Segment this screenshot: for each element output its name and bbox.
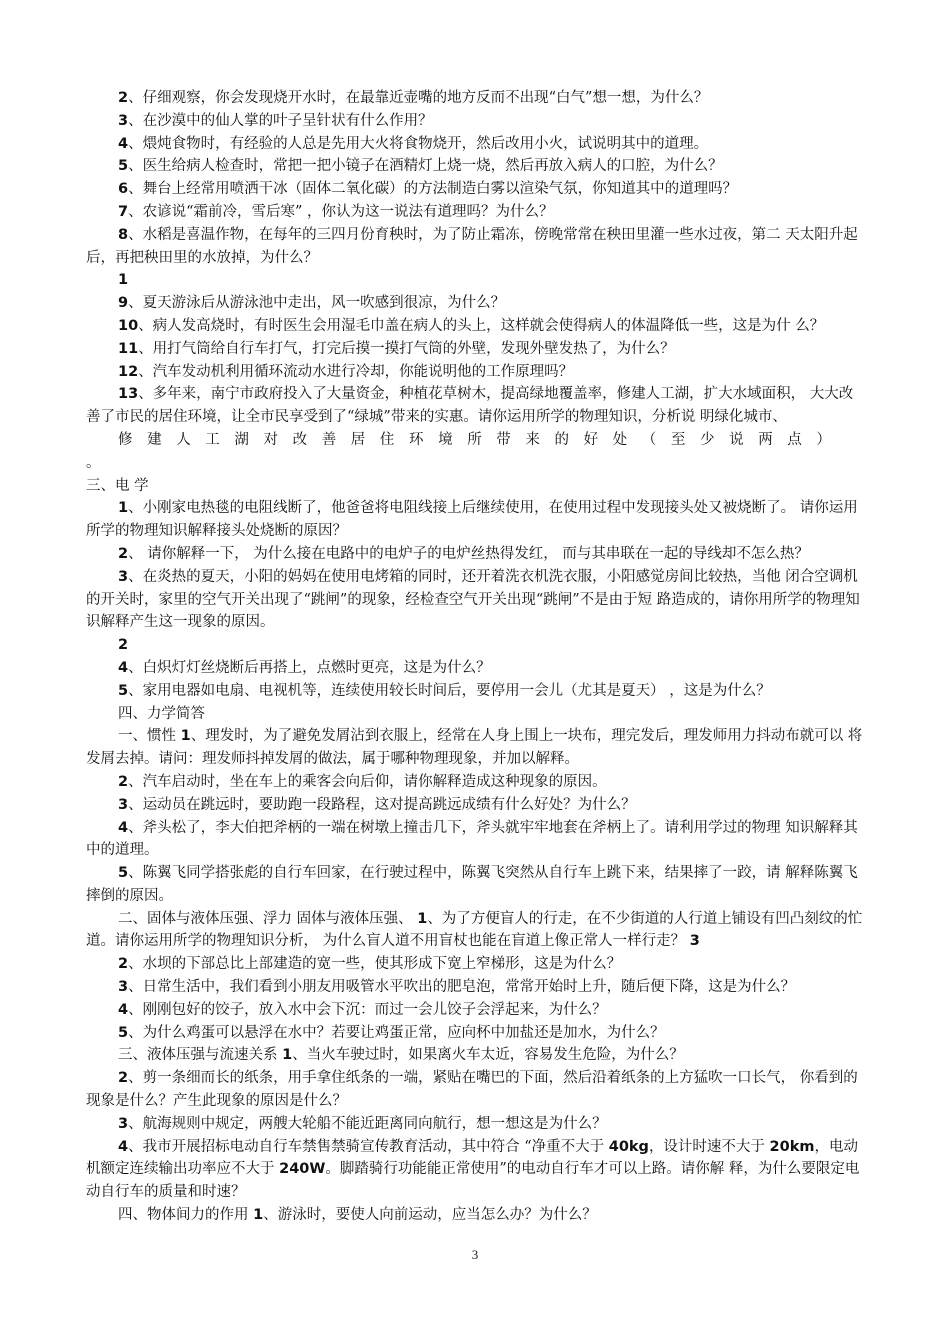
question-number: 5 (118, 1024, 129, 1041)
question-number: 4 (118, 135, 129, 152)
question-number: 8 (118, 226, 129, 243)
question-line (86, 976, 866, 999)
question-text: 三、电 学 (86, 477, 149, 494)
question-text: 、当火车驶过时，如果离火车太近，容易发生危险，为什么？ (292, 1047, 684, 1064)
question-line (86, 680, 866, 703)
question-line (86, 817, 866, 863)
question-number: 3 (118, 568, 129, 585)
section-label: 三、液体压强与流速关系 (118, 1047, 283, 1064)
question-line (86, 497, 866, 543)
section-label: 二、固体与液体压强、浮力 固体与液体压强、 (118, 910, 418, 927)
question-number: 2 (118, 956, 129, 973)
question-number: 2 (118, 90, 129, 106)
question-text: 、刚刚包好的饺子，放入水中会下沉：而过一会儿饺子会浮起来，为什么？ (128, 1001, 607, 1018)
question-text: 、剪一条细而长的纸条，用手拿住纸条的一端，紧贴在嘴巴的下面，然后沿着纸条的上方猛吹一口长气， 你看到的现象是什么？产生此现象的原因是什么？ (86, 1070, 858, 1110)
question-number: 4 (118, 819, 129, 836)
question-text: 、水坝的下部总比上部建造的宽一些，使其形成下宽上窄梯形，这是为什么？ (128, 956, 622, 973)
question-number: 5 (118, 158, 129, 175)
question-text: 、游泳时，要使人向前运动，应当怎么办？为什么？ (263, 1207, 597, 1224)
question-line (86, 155, 866, 178)
question-text: 、在沙漠中的仙人掌的叶子呈针状有什么作用？ (128, 112, 433, 129)
question-line (86, 292, 866, 315)
question-text: 修建人工湖对改善居住环境所带来的好处（至少说两点） 。 (86, 431, 846, 471)
question-line (86, 1113, 866, 1136)
question-line (86, 771, 866, 794)
question-number: 9 (118, 295, 129, 312)
question-number: 1 (180, 728, 191, 745)
spec-value: 20km (769, 1138, 815, 1155)
question-number: 10 (118, 317, 139, 334)
question-number: 1 (253, 1207, 264, 1224)
question-text: 、医生给病人检查时，常把一把小镜子在酒精灯上烧一烧，然后再放入病人的口腔，为什么？ (128, 158, 723, 175)
question-text: 、理发时，为了避免发屑沾到衣服上，经常在人身上围上一块布，理完发后，理发师用力抖动布就可以 将发屑去掉。请问：理发师抖掉发屑的做法，属于哪种物理现象，并加以解释。 (86, 728, 863, 768)
question-line (86, 87, 866, 110)
question-text: 、白炽灯灯丝烧断后再搭上，点燃时更亮，这是为什么？ (128, 659, 491, 676)
question-text: 、汽车启动时，坐在车上的乘客会向后仰，请你解释造成这种现象的原因。 (128, 773, 607, 790)
question-text: 、 请你解释一下， 为什么接在电路中的电炉子的电炉丝热得发红， 而与其串联在一起的导线却不怎么热？ (128, 545, 809, 562)
question-text: 、运动员在跳远时，要助跑一段路程，这对提高跳远成绩有什么好处？为什么？ (128, 796, 636, 813)
question-number: 13 (118, 386, 139, 403)
question-text: 、陈翼飞同学搭张彪的自行车回家，在行驶过程中，陈翼飞突然从自行车上跳下来，结果摔了一跤，请 解释陈翼飞摔倒的原因。 (86, 865, 858, 904)
question-number: 3 (118, 979, 129, 996)
question-line (86, 634, 866, 657)
question-line (86, 657, 866, 680)
question-line (86, 543, 866, 566)
question-line (86, 269, 866, 292)
question-number: 1 (118, 272, 129, 289)
question-number: 5 (118, 682, 129, 699)
question-line (86, 725, 866, 771)
question-text: 、煨炖食物时，有经验的人总是先用大火将食物烧开，然后改用小火，试说明其中的道理。 (128, 135, 709, 152)
question-number: 5 (118, 865, 129, 882)
question-number: 2 (118, 637, 129, 654)
question-line (86, 383, 866, 429)
question-text: 、为什么鸡蛋可以悬浮在水中？若要让鸡蛋正常，应向杯中加盐还是加水，为什么？ (128, 1024, 665, 1041)
question-text: 、夏天游泳后从游泳池中走出，风一吹感到很凉，为什么？ (128, 295, 506, 312)
question-line (86, 1204, 866, 1227)
question-number: 1 (417, 910, 428, 927)
question-text: 、水稻是喜温作物，在每年的三四月份育秧时，为了防止霜冻，傍晚常常在秧田里灌一些水过夜，第二 天太阳升起后，再把秧田里的水放掉，为什么？ (86, 226, 858, 266)
page-marker: 3 (689, 933, 700, 950)
question-line (86, 1136, 866, 1204)
question-number: 3 (118, 1115, 129, 1132)
question-line (86, 429, 866, 475)
question-text: 四、力学简答 (118, 705, 205, 722)
question-number: 7 (118, 203, 129, 220)
page-number: 3 (471, 1247, 479, 1262)
question-text: 、多年来，南宁市政府投入了大量资金，种植花草树木，提高绿地覆盖率，修建人工湖，扩大水域面积， 大大改善了市民的居住环境，让全市民享受到了“绿城”带来的实惠。请你运用所学的物理知识，分析说 明绿化城市、 (86, 386, 854, 426)
question-number: 2 (118, 1070, 129, 1087)
question-line (86, 475, 866, 498)
question-line (86, 361, 866, 384)
spec-value: 240W (279, 1161, 326, 1178)
question-line (86, 201, 866, 224)
question-number: 4 (118, 1138, 129, 1155)
question-line (86, 862, 866, 908)
question-line (86, 110, 866, 133)
question-number: 3 (118, 796, 129, 813)
question-text: 、舞台上经常用喷洒干冰（固体二氧化碳）的方法制造白雾以渲染气氛，你知道其中的道理吗？ (128, 181, 738, 198)
page-body (86, 87, 866, 1227)
question-text: 、日常生活中，我们看到小朋友用吸管水平吹出的肥皂泡，常常开始时上升，随后便下降，这是为什么？ (128, 979, 796, 996)
question-text: 、病人发高烧时，有时医生会用湿毛巾盖在病人的头上，这样就会使得病人的体温降低一些，这是为什 么？ (138, 317, 825, 334)
question-line (86, 566, 866, 634)
question-text: 、斧头松了，李大伯把斧柄的一端在树墩上撞击几下，斧头就牢牢地套在斧柄上了。请利用学过的物理 知识解释其中的道理。 (86, 819, 858, 859)
question-line (86, 133, 866, 156)
question-line (86, 338, 866, 361)
question-line (86, 1044, 866, 1067)
question-line (86, 178, 866, 201)
question-number: 12 (118, 363, 139, 380)
question-text: 、我市开展招标电动自行车禁售禁骑宣传教育活动，其中符合 “净重不大于 (128, 1138, 609, 1155)
question-number: 1 (282, 1047, 293, 1064)
question-number: 1 (118, 500, 129, 517)
question-line (86, 999, 866, 1022)
question-line (86, 1067, 866, 1113)
question-number: 6 (118, 181, 129, 198)
question-text: 。脚踏骑行功能能正常使用”的电动自行车才可以上路。请你解 释，为什么要限定电动自行车的质量和时速？ (86, 1161, 860, 1201)
question-text: 、仔细观察，你会发现烧开水时，在最靠近壶嘴的地方反而不出现“白气”想一想，为什么？ (128, 90, 709, 106)
question-number: 3 (118, 112, 129, 129)
question-line (86, 703, 866, 726)
question-line (86, 224, 866, 270)
question-text: 、农谚说“霜前冷，雪后寒” ，你认为这一说法有道理吗？为什么？ (128, 203, 554, 220)
question-number: 2 (118, 545, 129, 562)
question-line (86, 953, 866, 976)
question-number: 2 (118, 773, 129, 790)
spec-value: 40kg (608, 1138, 649, 1155)
question-text: 、家用电器如电扇、电视机等，连续使用较长时间后，要停用一会儿（尤其是夏天） ，这是为什么？ (128, 682, 771, 699)
question-text: ，设计时速不大于 (648, 1138, 770, 1155)
question-text: 、为了方便盲人的行走，在不少街道的人行道上铺设有凹凸刻纹的忙道。请你运用所学的物理知识分析， 为什么盲人道不用盲杖也能在盲道上像正常人一样行走？ (86, 910, 863, 950)
question-number: 4 (118, 659, 129, 676)
question-text: ，电动机额定连续输出功率应不大于 (86, 1138, 858, 1178)
question-line (86, 908, 866, 954)
question-text: 、小刚家电热毯的电阻线断了，他爸爸将电阻线接上后继续使用，在使用过程中发现接头处又被烧断了。 请你运用所学的物理知识解释接头处烧断的原因？ (86, 500, 858, 540)
question-text: 、在炎热的夏天，小阳的妈妈在使用电烤箱的同时，还开着洗衣机洗衣服，小阳感觉房间比较热，当他 闭合空调机的开关时，家里的空气开关出现了“跳闸”的现象，经检查空气开关出现“跳闸”不是由于短 路造成的，请你用所学的物理知识解释产生这一现象的原因。 (86, 568, 860, 631)
section-label: 四、物体间力的作用 (118, 1207, 254, 1224)
section-label: 一、惯性 (118, 728, 181, 745)
question-line (86, 1022, 866, 1045)
question-text: 、汽车发动机利用循环流动水进行冷却，你能说明他的工作原理吗？ (138, 363, 574, 380)
question-number: 11 (118, 340, 139, 357)
question-line (86, 794, 866, 817)
question-number: 4 (118, 1001, 129, 1018)
question-line (86, 315, 866, 338)
question-text: 、航海规则中规定，两艘大轮船不能近距离同向航行，想一想这是为什么？ (128, 1115, 607, 1132)
question-text: 、用打气筒给自行车打气，打完后摸一摸打气筒的外壁，发现外壁发热了，为什么？ (138, 340, 675, 357)
